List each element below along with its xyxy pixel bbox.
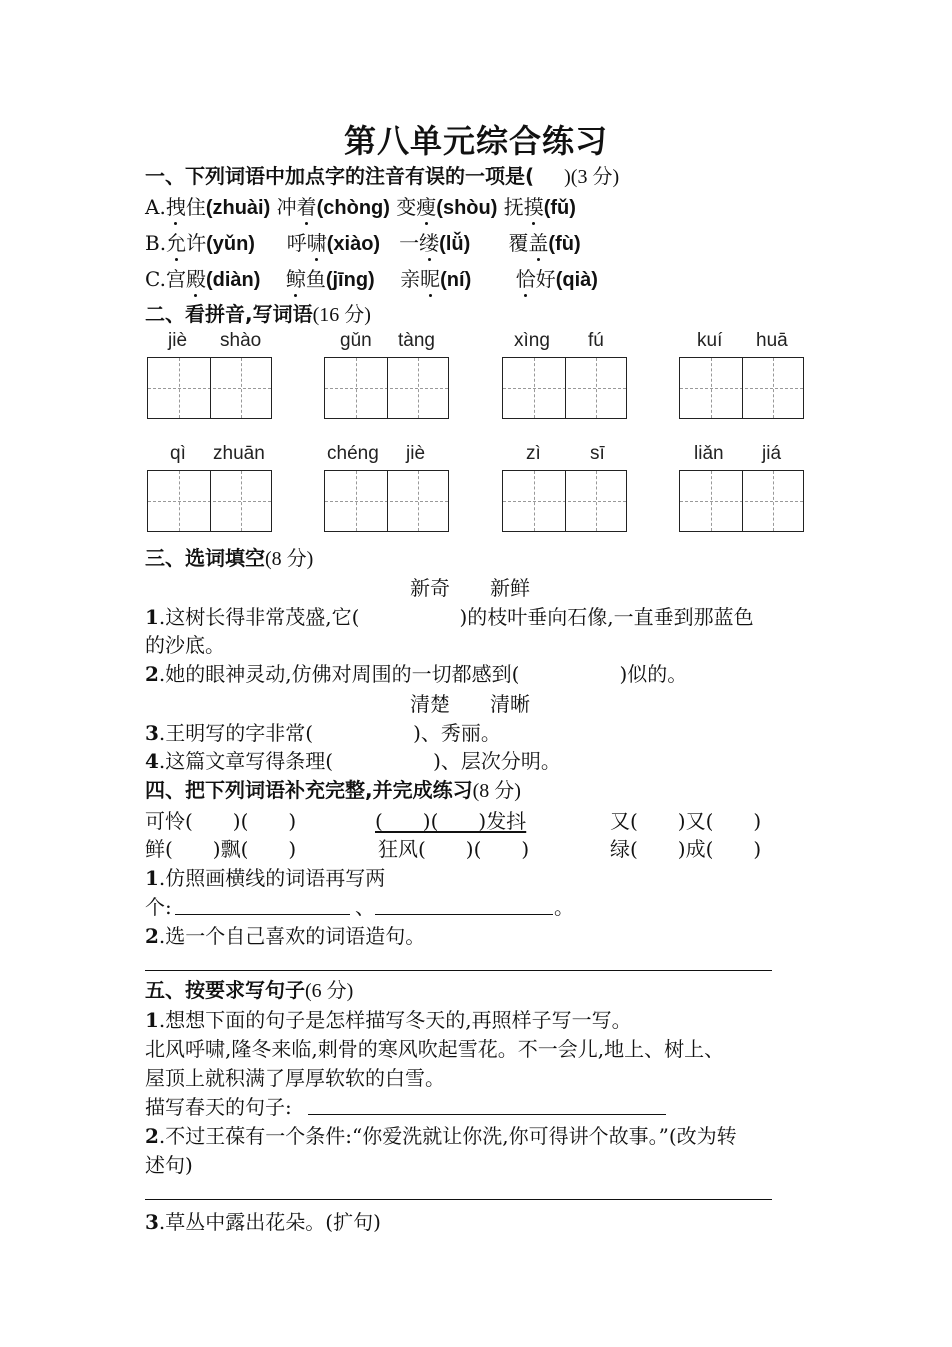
question-text: .这树长得非常茂盛,它( )的枝叶垂向石像,一直垂到那蓝色 [158,605,754,629]
pinyin-label: qì [170,443,186,464]
idiom-1: 可怜( )( ) [145,809,297,833]
question-number: 3 [145,1210,159,1234]
s4-question-1-cont: 个: [145,895,172,919]
section-5-text: 五、按要求写句子 [145,978,305,1002]
pinyin-label: jiá [762,443,782,464]
writing-grid[interactable] [324,357,449,419]
word-char: 鱼 [305,267,326,291]
word-char: 亲 [400,267,421,291]
writing-grid[interactable] [502,470,627,532]
question-number: 1 [145,1008,159,1032]
question-text: .这篇文章写得条理( )、层次分明。 [158,749,561,773]
writing-grid[interactable] [679,470,804,532]
dotted-char: 鲸 [286,263,306,292]
section-4-heading [145,774,521,803]
section-3-heading [145,542,313,571]
question-number: 4 [145,749,159,773]
pinyin: (yǔn) [206,233,255,255]
pinyin-label: chéng [327,443,379,464]
idiom-5: 狂风( )( ) [378,837,530,861]
dotted-char: 拽 [166,191,186,220]
example-sentence-1: 北风呼啸,隆冬来临,刺骨的寒风吹起雪花。不一会儿,地上、树上、 [145,1037,725,1061]
page-title: 第八单元综合练习 [343,122,608,160]
pinyin: (zhuài) [205,197,271,219]
option-letter: A. [145,195,166,219]
writing-grid[interactable] [502,357,627,419]
question-number: 3 [145,721,159,745]
pinyin: (qià) [555,269,598,291]
writing-grid[interactable] [679,357,804,419]
word-char: 许 [186,231,207,255]
spring-prompt: 描写春天的句子: [145,1095,292,1119]
pinyin: (fù) [548,233,581,255]
answer-line[interactable] [145,970,772,971]
s5-question-1 [145,1004,632,1033]
question-1-cont: 的沙底。 [145,633,225,657]
question-text: .仿照画横线的词语再写两 [158,866,386,890]
section-3-text: 三、选词填空 [145,546,265,570]
idiom-2-underlined: ( )( )发抖 [375,809,527,833]
question-text: .草丛中露出花朵。(扩句) [158,1210,381,1234]
question-text: .选一个自己喜欢的词语造句。 [158,924,426,948]
option-b [145,227,581,256]
answer-line[interactable] [308,1114,666,1115]
question-number: 2 [145,1124,159,1148]
pinyin: (ní) [440,269,472,291]
period: 。 [554,895,574,919]
word-char: 抚 [503,195,524,219]
dotted-char: 殿 [186,263,206,292]
option-a [145,191,576,220]
pinyin-label: jiè [168,330,188,351]
word-char: 一 [399,231,420,255]
option-letter: B. [145,231,167,255]
dotted-char: 瘦 [416,191,436,220]
section-2-heading [145,298,371,327]
section-4-text: 四、把下列词语补充完整,并完成练习 [145,778,473,802]
question-text: .不过王葆有一个条件:“你爱洗就让你洗,你可得讲个故事。”(改为转 [158,1124,737,1148]
answer-line[interactable] [175,914,350,915]
dotted-char: 盖 [528,227,548,256]
question-text: .王明写的字非常( )、秀丽。 [158,721,501,745]
pinyin-label: xìng [514,330,550,351]
separator: 、 [355,895,375,919]
option-letter: C. [145,267,166,291]
pinyin: (lǚ) [439,233,471,255]
section-3-score: (8 分) [265,548,314,570]
word-char: 冲 [276,195,297,219]
word-char: 好 [535,267,556,291]
question-4 [145,745,561,774]
section-5-heading [145,974,353,1003]
question-text: .想想下面的句子是怎样描写冬天的,再照样子写一写。 [158,1008,632,1032]
pinyin: (fǔ) [543,197,576,219]
pinyin-label: zhuān [213,443,265,464]
dotted-char: 昵 [420,263,440,292]
pinyin: (xiào) [326,233,381,255]
dotted-char: 允 [166,227,186,256]
section-1-text: 一、下列词语中加点字的注音有误的一项是( [145,164,535,188]
pinyin-label: gǔn [340,330,372,351]
word-char: 呼 [286,231,307,255]
dotted-char: 恰 [516,263,536,292]
pinyin-label: zì [526,443,541,464]
s4-question-2 [145,920,425,949]
pinyin-label: huā [756,330,788,351]
pinyin-label: shào [220,330,262,351]
s4-question-1 [145,862,385,891]
section-5-score: (6 分) [305,980,354,1002]
question-number: 1 [145,605,159,629]
word-choices-1: 新奇 新鲜 [410,576,530,600]
word-char: 变 [396,195,417,219]
word-char: 住 [185,195,206,219]
answer-line[interactable] [145,1199,772,1200]
word-char: 覆 [508,231,529,255]
s5-question-2-cont: 述句) [145,1153,193,1177]
pinyin-label: tàng [398,330,435,351]
question-1 [145,601,754,630]
pinyin-label: liǎn [694,443,724,464]
section-2-score: (16 分) [312,304,371,326]
s5-question-3 [145,1206,381,1235]
word-choices-2: 清楚 清晰 [410,692,530,716]
question-number: 2 [145,924,159,948]
dotted-char: 缕 [419,227,439,256]
pinyin-label: sī [590,443,605,464]
s5-question-2 [145,1120,737,1149]
answer-line[interactable] [375,914,553,915]
word-char: 宫 [165,267,186,291]
section-1-heading [145,160,619,189]
question-text: .她的眼神灵动,仿佛对周围的一切都感到( )似的。 [158,662,688,686]
question-number: 1 [145,866,159,890]
dotted-char: 啸 [307,227,327,256]
question-number: 2 [145,662,159,686]
section-1-score: )(3 分) [564,166,620,188]
question-2 [145,658,687,687]
pinyin-label: jiè [406,443,426,464]
pinyin: (diàn) [205,269,261,291]
writing-grid[interactable] [147,470,272,532]
dotted-char: 着 [297,191,317,220]
example-sentence-2: 屋顶上就积满了厚厚软软的白雪。 [145,1066,445,1090]
idiom-4: 鲜( )飘( ) [145,837,297,861]
idiom-3: 又( )又( ) [610,809,762,833]
writing-grid[interactable] [147,357,272,419]
pinyin: (chòng) [316,197,390,219]
dotted-char: 摸 [524,191,544,220]
option-c [145,263,598,292]
question-3 [145,717,501,746]
pinyin-label: kuí [697,330,723,351]
idiom-6: 绿( )成( ) [610,837,762,861]
section-2-text: 二、看拼音,写词语 [145,302,313,326]
writing-grid[interactable] [324,470,449,532]
pinyin-label: fú [588,330,604,351]
section-4-score: (8 分) [472,780,521,802]
pinyin: (shòu) [436,197,498,219]
pinyin: (jīng) [325,269,375,291]
